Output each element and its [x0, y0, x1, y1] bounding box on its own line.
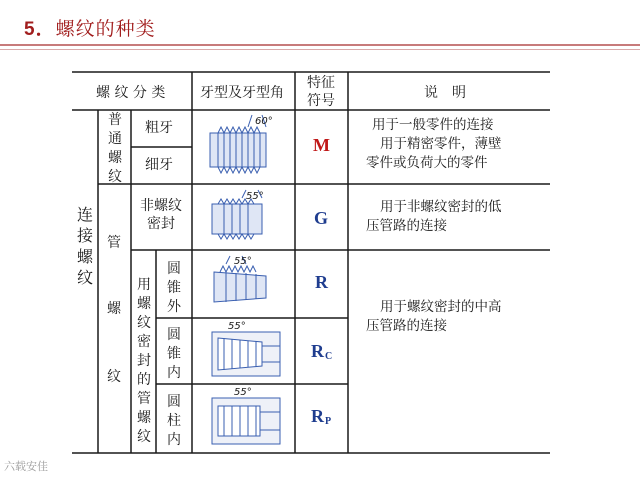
section-number: 5． [24, 19, 56, 40]
symbol-rp [311, 406, 331, 427]
header-description: 说 明 [424, 85, 466, 101]
row-unsealed-line1: 非螺纹 [140, 198, 182, 214]
symbol-rc-main: R [311, 341, 324, 361]
row-cylinder-internal: 圆柱内 [167, 394, 181, 448]
angle-55-label-rp: 55° [234, 387, 252, 398]
group-sealed-pipe-thread: 用螺纹密封的管螺纹 [137, 277, 151, 445]
desc-r-line2: 压管路的连接 [366, 318, 447, 334]
group-connection-thread: 连接螺纹 [77, 205, 94, 287]
symbol-rc-sub: C [325, 351, 333, 362]
angle-60-label: 60° [255, 116, 273, 127]
header-category: 螺 纹 分 类 [96, 85, 166, 101]
desc-g-line1: 用于非螺纹密封的低 [380, 199, 502, 215]
row-cone-internal: 圆锥内 [167, 327, 181, 381]
angle-55-label-rc: 55° [228, 321, 246, 332]
desc-r-line1: 用于螺纹密封的中高 [380, 299, 502, 315]
group-pipe-char2: 螺 [107, 301, 121, 317]
symbol-rp-main: R [311, 406, 324, 426]
row-cone-external: 圆锥外 [167, 261, 181, 315]
watermark: 六载安佳 [4, 460, 48, 473]
row-fine: 细牙 [145, 157, 173, 173]
row-unsealed-line2: 密封 [147, 216, 175, 232]
angle-55-label-g: 55° [246, 191, 264, 202]
desc-m-line2: 用于精密零件，薄壁 [380, 136, 502, 152]
symbol-rp-sub: P [325, 416, 332, 427]
symbol-m: M [313, 135, 330, 155]
group-pipe-char1: 管 [107, 235, 121, 251]
group-pipe-char3: 纹 [107, 369, 121, 385]
symbol-r: R [315, 272, 328, 292]
symbol-rc [311, 341, 332, 362]
desc-g-line2: 压管路的连接 [366, 218, 447, 234]
pipe-thread-profile-drawing [200, 188, 290, 246]
header-profile: 牙型及牙型角 [200, 85, 284, 101]
desc-m-line1: 用于一般零件的连接 [372, 117, 494, 133]
header-code-line2: 符号 [307, 93, 335, 109]
angle-55-label-r: 55° [234, 256, 252, 267]
section-title-text: 螺纹的种类 [55, 18, 156, 40]
desc-m-line3: 零件或负荷大的零件 [366, 155, 488, 171]
metric-thread-profile-drawing [200, 113, 290, 181]
row-coarse: 粗牙 [145, 120, 173, 136]
group-ordinary-thread: 普通螺纹 [108, 112, 122, 185]
header-code-line1: 特征 [307, 75, 335, 91]
symbol-g: G [314, 208, 329, 228]
